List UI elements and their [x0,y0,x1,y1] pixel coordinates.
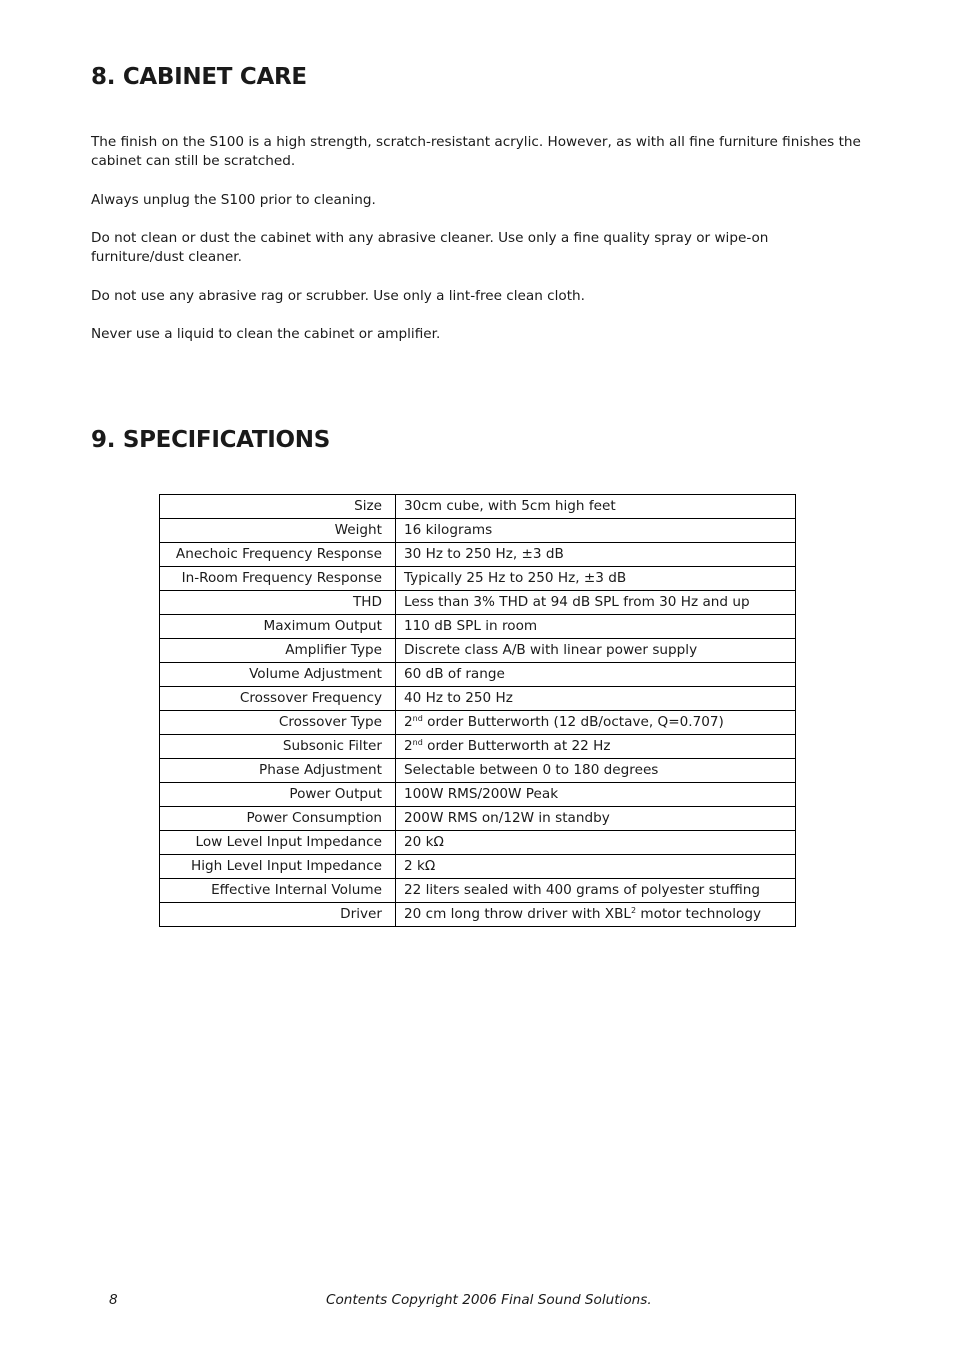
spec-value-text: order Butterworth (12 dB/octave, Q=0.707) [422,714,724,730]
spec-label: THD [160,591,396,615]
spec-value: 40 Hz to 250 Hz [396,687,796,711]
cabinet-care-paragraph: Always unplug the S100 prior to cleaning. [91,192,376,208]
cabinet-care-paragraph: Do not use any abrasive rag or scrubber. Use only a lint-free clean cloth. [91,288,585,304]
spec-value: 2 kΩ [396,855,796,879]
cabinet-care-heading: 8. CABINET CARE [91,64,307,90]
spec-value: Typically 25 Hz to 250 Hz, ±3 dB [396,567,796,591]
spec-label: Crossover Type [160,711,396,735]
spec-row [160,663,796,687]
spec-row [160,543,796,567]
spec-row [160,735,796,759]
spec-label: Maximum Output [160,615,396,639]
spec-label: Power Consumption [160,807,396,831]
spec-row [160,903,796,927]
spec-value-text: order Butterworth at 22 Hz [422,738,611,754]
spec-value: 22 liters sealed with 400 grams of polyester stuffing [396,879,796,903]
spec-row [160,759,796,783]
spec-value: 20 kΩ [396,831,796,855]
spec-label: High Level Input Impedance [160,855,396,879]
spec-row [160,783,796,807]
spec-value-text: motor technology [636,906,762,922]
spec-row [160,687,796,711]
spec-row [160,495,796,519]
spec-value: Selectable between 0 to 180 degrees [396,759,796,783]
spec-row [160,711,796,735]
spec-row [160,591,796,615]
spec-value: 30 Hz to 250 Hz, ±3 dB [396,543,796,567]
spec-value [396,735,796,759]
page-number: 8 [109,1292,118,1308]
specifications-table [159,494,796,927]
spec-value: 30cm cube, with 5cm high feet [396,495,796,519]
cabinet-care-paragraph: The finish on the S100 is a high strength, scratch-resistant acrylic. However, as with all fine furniture finishes the cabinet can still be scratched. [91,134,861,169]
spec-label: Effective Internal Volume [160,879,396,903]
spec-label: Crossover Frequency [160,687,396,711]
ordinal-superscript: nd [412,714,423,723]
spec-value [396,903,796,927]
spec-value: Less than 3% THD at 94 dB SPL from 30 Hz and up [396,591,796,615]
spec-value: Discrete class A/B with linear power supply [396,639,796,663]
spec-label: Phase Adjustment [160,759,396,783]
spec-value: 110 dB SPL in room [396,615,796,639]
spec-value-text: 20 cm long throw driver with XBL [404,906,631,922]
spec-row [160,855,796,879]
spec-label: In-Room Frequency Response [160,567,396,591]
specifications-heading: 9. SPECIFICATIONS [91,427,330,453]
copyright-notice: Contents Copyright 2006 Final Sound Solutions. [326,1292,652,1308]
spec-value: 16 kilograms [396,519,796,543]
spec-label: Amplifier Type [160,639,396,663]
spec-value [396,711,796,735]
spec-label: Anechoic Frequency Response [160,543,396,567]
spec-label: Low Level Input Impedance [160,831,396,855]
spec-label: Weight [160,519,396,543]
spec-row [160,831,796,855]
cabinet-care-paragraph: Never use a liquid to clean the cabinet or amplifier. [91,326,441,342]
spec-row [160,879,796,903]
spec-row [160,519,796,543]
spec-value: 100W RMS/200W Peak [396,783,796,807]
ordinal-superscript: nd [412,738,423,747]
spec-value-text: 2 [404,714,413,730]
superscript: 2 [631,906,637,915]
spec-label: Subsonic Filter [160,735,396,759]
spec-label: Volume Adjustment [160,663,396,687]
spec-value: 60 dB of range [396,663,796,687]
spec-value: 200W RMS on/12W in standby [396,807,796,831]
spec-row [160,639,796,663]
spec-label: Size [160,495,396,519]
spec-row [160,567,796,591]
spec-label: Power Output [160,783,396,807]
spec-label: Driver [160,903,396,927]
spec-row [160,807,796,831]
spec-value-text: 2 [404,738,413,754]
spec-row [160,615,796,639]
cabinet-care-paragraph: Do not clean or dust the cabinet with any abrasive cleaner. Use only a fine quality spray or wipe-on furniture/dust cleaner. [91,230,769,265]
